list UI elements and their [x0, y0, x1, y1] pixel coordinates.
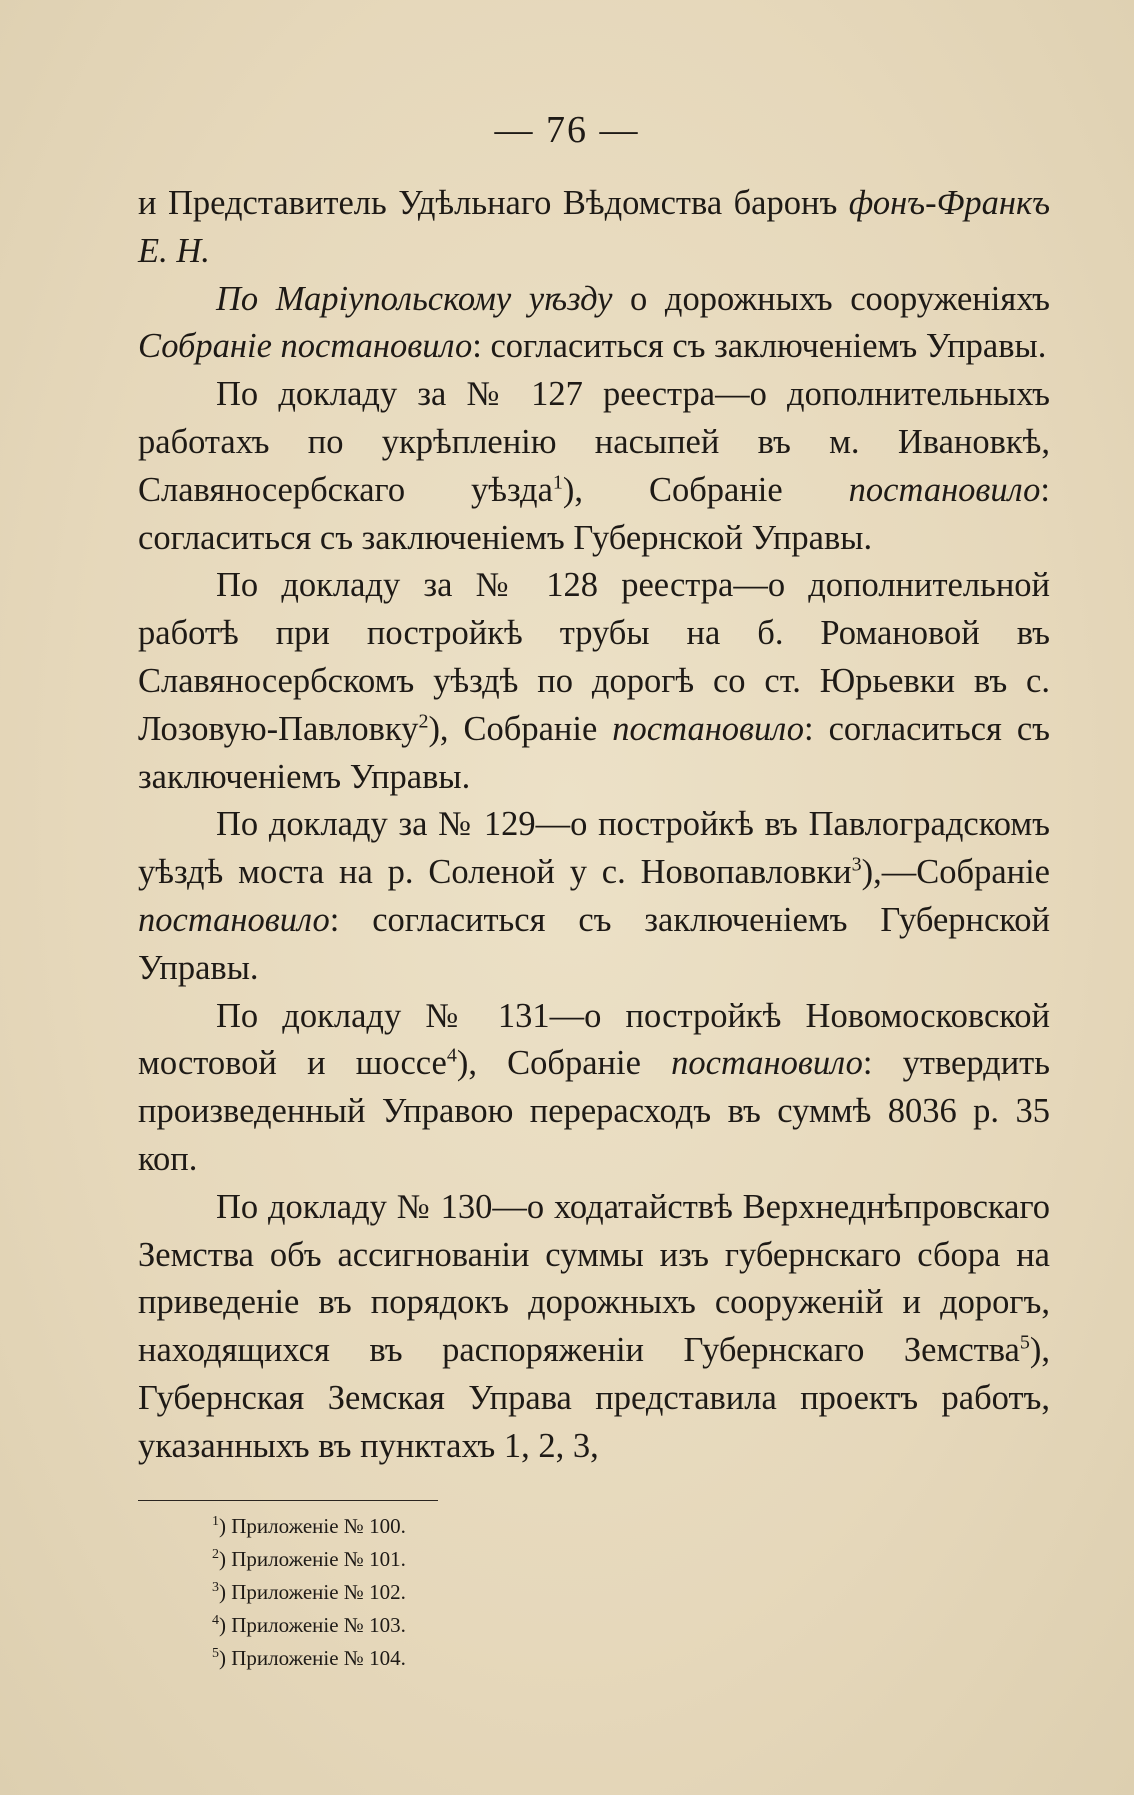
paragraph-5-text-1: По докладу за № 129—о постройкѣ въ Павлоградскомъ уѣздѣ моста на р. Соленой у с. Новопавловки [138, 805, 1050, 892]
footnote-divider [138, 1500, 438, 1501]
paragraph-2-text-1: о дорожныхъ сооруженіяхъ [612, 279, 1050, 318]
paragraph-5 [138, 801, 1050, 992]
paragraph-5-italic: постановило [138, 900, 330, 939]
footnote-text: ) Приложеніе № 103. [219, 1613, 406, 1637]
paragraph-5-text-2: ),—Собраніе [861, 853, 1050, 892]
paragraph-6-text-1: По докладу № 131—о постройкѣ Новомосковской мостовой и шоссе [138, 996, 1050, 1083]
paragraph-4-text-2: ), Собраніе [428, 709, 613, 748]
paragraph-1-text: и Представитель Удѣльнаго Вѣдомства баронъ [138, 184, 849, 222]
paragraph-1 [138, 180, 1050, 276]
paragraph-4-italic: постановило [612, 709, 805, 748]
paragraph-6 [138, 993, 1050, 1184]
paragraph-3-text-1: По докладу за № 127 реестра—о дополнительныхъ работахъ по укрѣпленію насыпей въ м. Ивановкѣ, Славяносербскаго уѣзда [138, 375, 1050, 509]
body-text [138, 180, 1050, 1471]
footnote-ref-5: 5 [1019, 1331, 1030, 1354]
person-name: фонъ-Франкъ Е. Н. [138, 184, 1050, 270]
paragraph-2 [138, 276, 1050, 372]
footnote-ref-3: 3 [851, 853, 862, 876]
paragraph-5-text-3: : согласиться съ заключеніемъ Губернской Управы. [138, 900, 1050, 987]
footnote-mark: 4 [212, 1613, 219, 1628]
footnote-text: ) Приложеніе № 104. [219, 1646, 406, 1670]
paragraph-3-text-3: : согласиться съ заключеніемъ Губернской Управы. [138, 470, 1050, 557]
paragraph-7 [138, 1184, 1050, 1471]
footnote [212, 1642, 712, 1675]
paragraph-7-text-2: ), Губернская Земская Управа представила проектъ работъ, указанныхъ въ пунктахъ 1, 2, 3, [138, 1331, 1050, 1465]
footnote-ref-4: 4 [446, 1044, 457, 1067]
paragraph-2-lead: По Маріупольскому уѣзду [216, 279, 613, 318]
footnote-text: ) Приложеніе № 100. [219, 1514, 406, 1538]
footnote-mark: 3 [212, 1580, 219, 1595]
paragraph-2-text-2: : согласиться съ заключеніемъ Управы. [472, 327, 1047, 366]
paragraph-3 [138, 371, 1050, 562]
footnote-ref-1: 1 [552, 471, 563, 494]
footnote [212, 1543, 712, 1576]
paragraph-3-text-2: ), Собраніе [562, 470, 849, 509]
footnote [212, 1510, 712, 1543]
footnote-ref-2: 2 [418, 710, 429, 733]
paragraph-7-text-1: По докладу № 130—о ходатайствѣ Верхнеднѣпровскаго Земства объ ассигнованіи суммы изъ губернскаго сбора на приведеніе въ порядокъ дорожныхъ сооруженій и дорогъ, находящихся въ распоряженіи Губернскаго Земства [138, 1187, 1050, 1370]
paragraph-6-text-3: : утвердить произведенный Управою перерасходъ въ суммѣ 8036 р. 35 коп. [138, 1044, 1050, 1178]
paragraph-4-text-3: : согласиться съ заключеніемъ Управы. [138, 709, 1051, 796]
footnote-text: ) Приложеніе № 102. [219, 1580, 406, 1604]
paragraph-4-text-1: По докладу за № 128 реестра—о дополнительной работѣ при постройкѣ трубы на б. Романовой въ Славяносербскомъ уѣздѣ по дорогѣ со ст. Юрьевки въ с. Лозовую-Павловку [138, 566, 1050, 748]
footnote [212, 1576, 712, 1609]
footnote-mark: 1 [212, 1514, 219, 1529]
page-number: — 76 — [494, 109, 640, 151]
footnote-mark: 2 [212, 1547, 219, 1562]
paragraph-2-italic: Собраніе постановило [138, 327, 473, 366]
footnote-mark: 5 [212, 1646, 219, 1661]
paragraph-6-text-2: ), Собраніе [456, 1044, 672, 1083]
paragraph-4 [138, 562, 1050, 801]
footnote [212, 1609, 712, 1642]
footnote-text: ) Приложеніе № 101. [219, 1547, 406, 1571]
paragraph-6-italic: постановило [671, 1044, 863, 1083]
paragraph-3-italic: постановило [848, 470, 1041, 509]
footnotes [212, 1510, 712, 1675]
